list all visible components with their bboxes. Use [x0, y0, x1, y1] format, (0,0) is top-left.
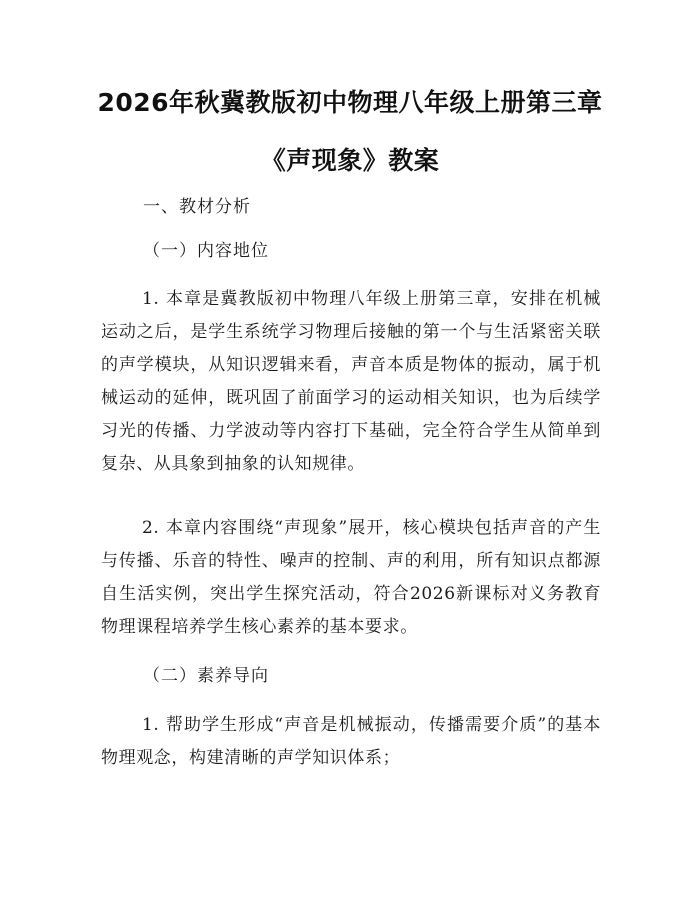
document-title-line-2: 《声现象》教案	[260, 146, 440, 175]
subsection-heading-content-position: （一）内容地位	[143, 241, 269, 261]
section-heading-textbook-analysis: 一、教材分析	[143, 197, 251, 217]
paragraph-content-position-1: 1. 本章是冀教版初中物理八年级上册第三章，安排在机械运动之后，是学生系统学习物理后接触的第一个与生活紧密关联的声学模块，从知识逻辑来看，声音本质是物体的振动，属于机械运动的延伸，既巩固了前面学习的运动相关知识，也为后续学习光的传播、力学波动等内容打下基础，完全符合学生从简单到复杂、从具象到抽象的认知规律。	[101, 289, 601, 474]
document-title-line-1: 2026年秋冀教版初中物理八年级上册第三章	[97, 88, 603, 117]
paragraph-content-position-2: 2. 本章内容围绕“声现象”展开，核心模块包括声音的产生与传播、乐音的特性、噪声的控制、声的利用，所有知识点都源自生活实例，突出学生探究活动，符合2026新课标对义务教育物理课程培养学生核心素养的基本要求。	[101, 518, 601, 637]
subsection-heading-literacy-orientation: （二）素养导向	[143, 666, 269, 686]
paragraph-literacy-orientation-1: 1. 帮助学生形成“声音是机械振动，传播需要介质”的基本物理观念，构建清晰的声学知识体系；	[101, 715, 601, 768]
